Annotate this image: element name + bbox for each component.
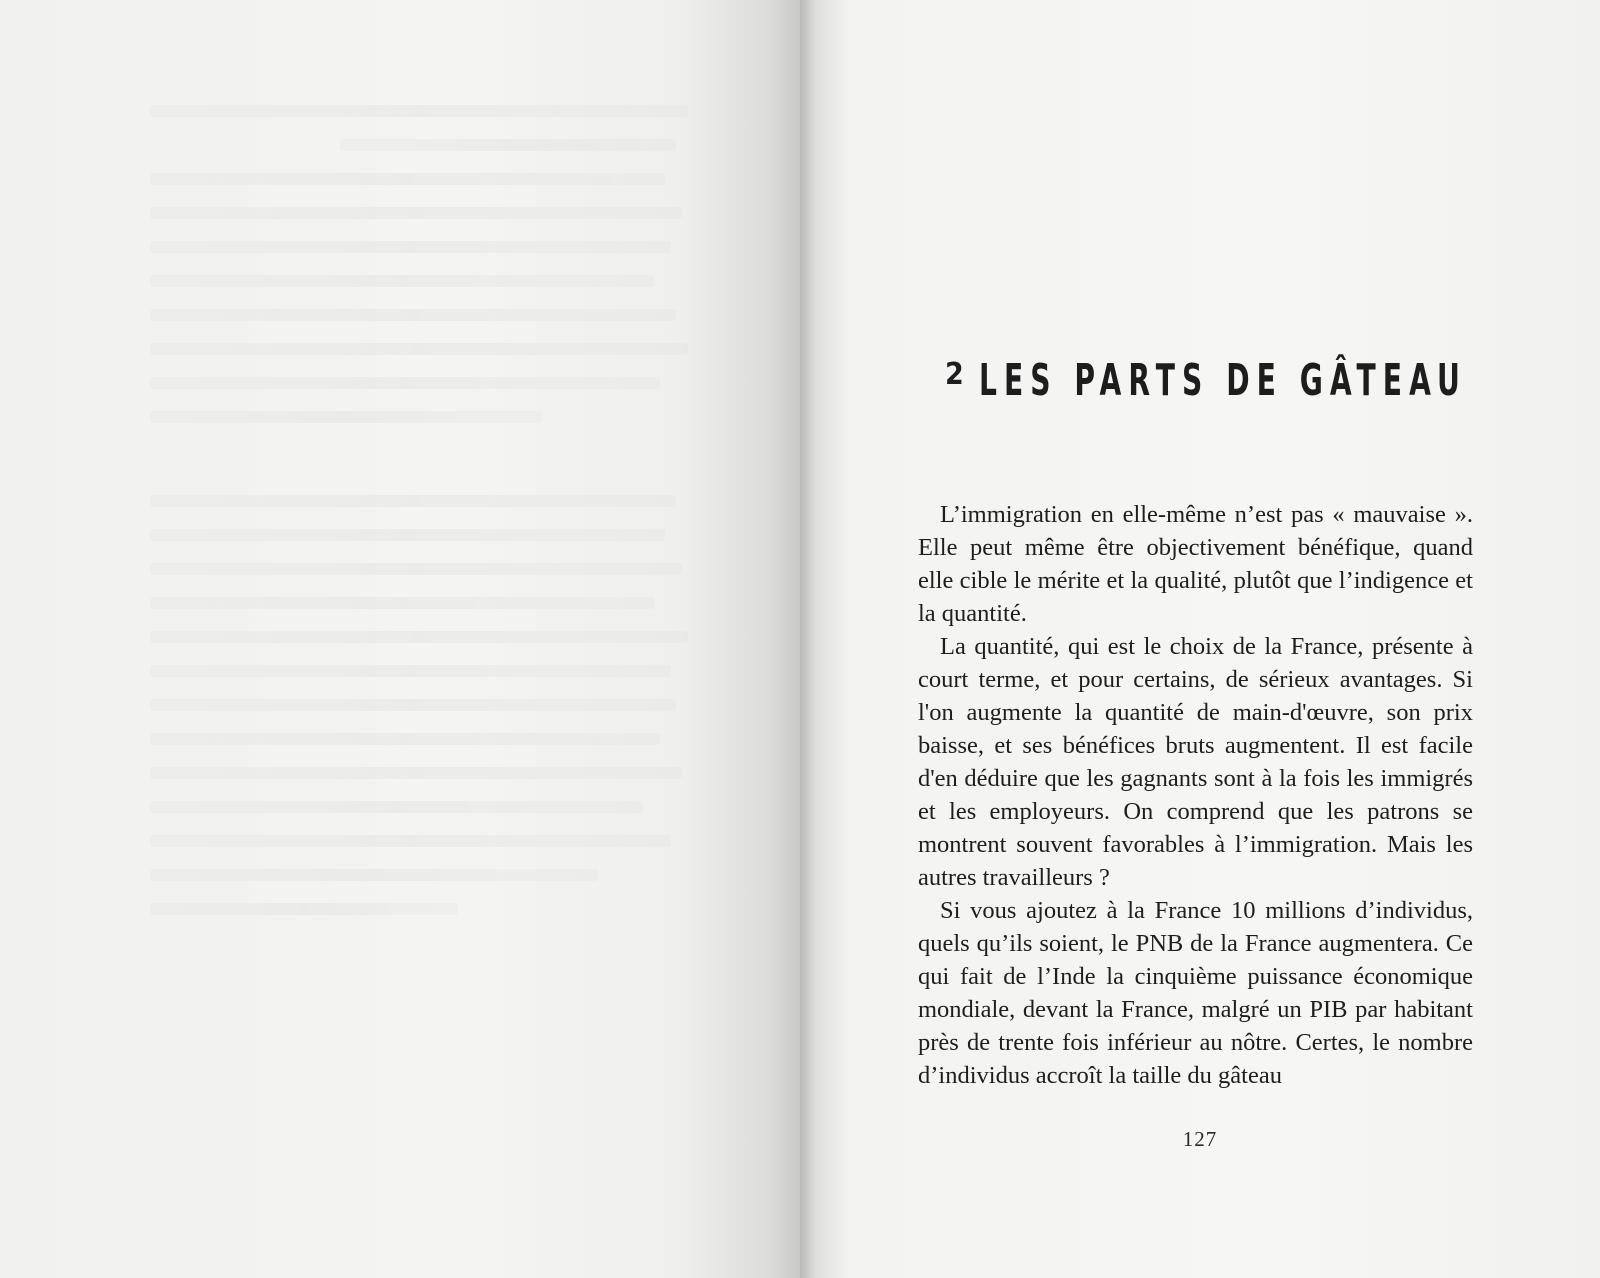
chapter-heading [944,345,1467,415]
paragraph: L’immigration en elle-même n’est pas « mauvaise ». Elle peut même être objectivement bénéfique, quand elle cible le mérite et la qualité, plutôt que l’indigence et la quantité. [918,501,1473,627]
chapter-title: LES PARTS DE GÂTEAU [978,354,1467,406]
paragraph: La quantité, qui est le choix de la France, présente à court terme, et pour certains, de sérieux avantages. Si l'on augmente la quantité de main-d'œuvre, son prix baisse, et ses bénéfices bruts augmentent. Il est facile d'en déduire que les gagnants sont à la fois les immigrés et les employeurs. On comprend que les patrons se montrent souvent favorables à l’immigration. Mais les autres travailleurs ? [918,633,1473,891]
page-number: 127 [1182,1127,1218,1151]
show-through-text [150,105,710,937]
body-text [918,498,1473,1092]
paragraph: Si vous ajoutez à la France 10 millions d’individus, quels qu’ils soient, le PNB de la France augmentera. Ce qui fait de l’Inde la cinquième puissance économique mondiale, devant la France, malgré un PIB par habitant près de trente fois inférieur au nôtre. Certes, le nombre d’individus accroît la taille du gâteau [918,897,1473,1089]
chapter-number: 2 [945,356,964,392]
